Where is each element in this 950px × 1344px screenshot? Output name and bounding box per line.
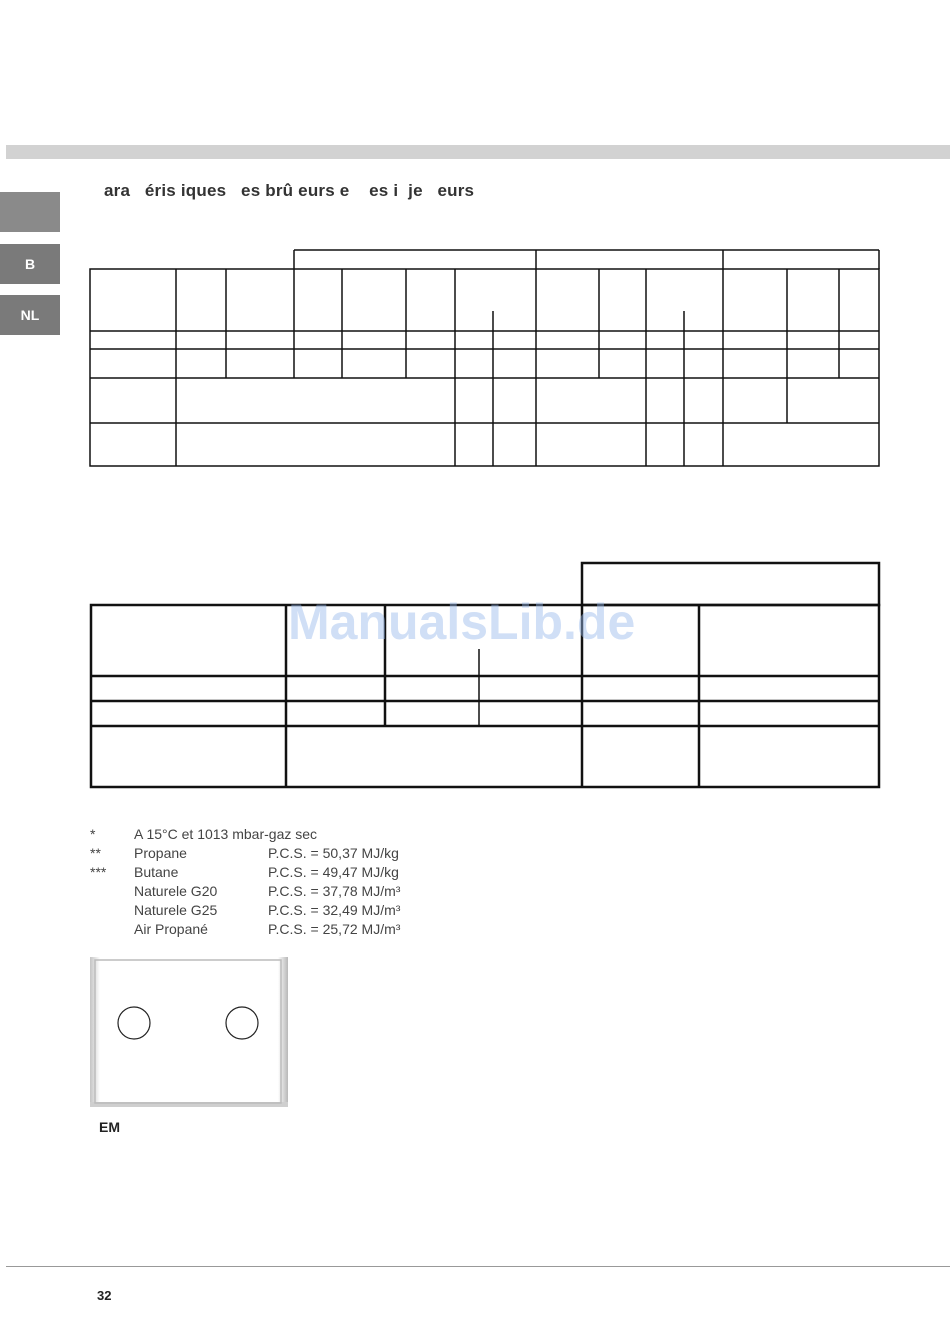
footnote-value: P.C.S. = 37,78 MJ/m³ xyxy=(268,883,401,899)
footnote-text: Propane xyxy=(134,845,187,861)
footnote-value: P.C.S. = 49,47 MJ/kg xyxy=(268,864,399,880)
footnote-text: Naturele G25 xyxy=(134,902,218,918)
footnote-value: P.C.S. = 25,72 MJ/m³ xyxy=(268,921,401,937)
lang-tab-b[interactable]: B xyxy=(0,244,60,284)
footnote-text: Air Propané xyxy=(134,921,208,937)
page-number: 32 xyxy=(97,1288,112,1303)
hob-diagram xyxy=(90,957,288,1107)
bottom-divider xyxy=(6,1266,950,1267)
burner-right-icon xyxy=(226,1007,258,1039)
footnote-text: Naturele G20 xyxy=(134,883,218,899)
footnote-text: Butane xyxy=(134,864,179,880)
lang-tab-nl[interactable]: NL xyxy=(0,295,60,335)
watermark: ManualsLib.de xyxy=(288,594,636,650)
diagram-label: EM xyxy=(99,1119,120,1135)
footnote-mark: * xyxy=(90,826,96,842)
footnote-mark: ** xyxy=(90,845,101,861)
burner-left-icon xyxy=(118,1007,150,1039)
footnote-value: P.C.S. = 50,37 MJ/kg xyxy=(268,845,399,861)
footnote-value: P.C.S. = 32,49 MJ/m³ xyxy=(268,902,401,918)
footnote-mark: *** xyxy=(90,864,107,880)
hob-edge-right xyxy=(278,957,288,1107)
section-title: ara éris iques es brû eurs e es i je eurs xyxy=(104,181,475,200)
footnote-text: A 15°C et 1013 mbar-gaz sec xyxy=(134,826,318,842)
